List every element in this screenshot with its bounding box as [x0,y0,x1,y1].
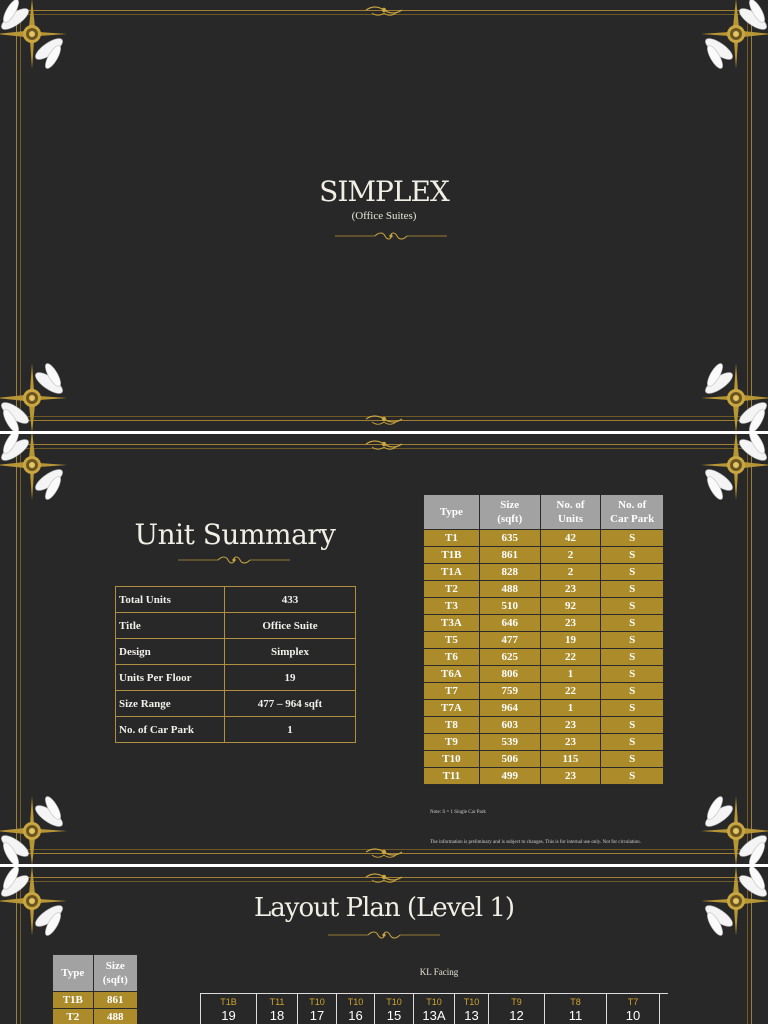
unit-cell [297,994,336,1024]
divider-ornament-icon [328,930,440,940]
unit-type-label: T10 [426,997,442,1007]
table-cell: T6 [424,649,480,666]
table-cell: 115 [540,751,601,768]
table-header-cell: Size (sqft) [93,955,137,992]
table-row [424,666,664,683]
unit-type-label: T11 [269,997,285,1007]
table-cell: 510 [479,598,540,615]
corner-ornament-icon [699,434,768,502]
slide-title: Unit Summary [134,518,336,551]
bottom-flourish-icon [364,847,404,859]
table-cell: 2 [540,564,601,581]
unit-cell [336,994,374,1024]
table-cell: S [601,700,664,717]
unit-number: 18 [269,1008,285,1023]
layout-type-table [52,954,138,1024]
table-cell: 806 [479,666,540,683]
car-park-note: Note: S = 1 Single Car Park [430,810,486,815]
unit-summary-slide [0,434,768,864]
table-header-cell: No. of Units [540,495,601,530]
unit-number: 16 [348,1008,363,1023]
table-cell: T6A [424,666,480,683]
table-cell: 539 [479,734,540,751]
table-cell: 2 [540,547,601,564]
divider-ornament-icon [178,555,290,565]
summary-label: Title [116,613,225,639]
unit-cell [256,994,297,1024]
summary-value: 477 – 964 sqft [225,691,356,717]
table-cell: 22 [540,683,601,700]
unit-type-label: T10 [347,997,364,1007]
top-flourish-icon [364,5,404,17]
table-cell: T3 [424,598,480,615]
table-cell: 861 [93,992,137,1009]
table-header-cell: Size (sqft) [479,495,540,530]
table-cell: T8 [424,717,480,734]
table-cell: 92 [540,598,601,615]
summary-row [116,717,356,743]
corner-ornament-icon [0,361,69,431]
table-cell: 828 [479,564,540,581]
summary-table [115,586,356,743]
table-cell: 23 [540,734,601,751]
unit-cell [413,994,454,1024]
table-cell: S [601,632,664,649]
unit-type-label: T7 [627,997,639,1007]
summary-label: Units Per Floor [116,665,225,691]
layout-plan-slide [0,867,768,1024]
summary-value: 19 [225,665,356,691]
unit-type-label: T9 [511,997,522,1007]
table-row [424,564,664,581]
table-cell: S [601,751,664,768]
table-cell: 759 [479,683,540,700]
table-row [424,581,664,598]
divider-ornament-icon [335,231,447,241]
top-flourish-icon [364,439,404,451]
unit-cell [454,994,488,1024]
corner-ornament-icon [0,0,69,71]
disclaimer-text: The information is preliminary and is subject to changes. This is for internal use only. Not for circulation. [430,840,641,845]
unit-cell [200,994,256,1024]
table-cell: T2 [424,581,480,598]
table-cell: T7 [424,683,480,700]
table-cell: S [601,734,664,751]
unit-type-label: T8 [570,997,581,1007]
corner-ornament-icon [0,794,69,864]
unit-number: 13A [422,1008,446,1023]
summary-label: Design [116,639,225,665]
unit-number: 17 [309,1008,325,1023]
table-cell: T3A [424,615,480,632]
table-cell: 23 [540,768,601,785]
summary-value: Simplex [225,639,356,665]
table-cell: T1A [424,564,480,581]
corner-ornament-icon [699,0,768,71]
table-cell: S [601,564,664,581]
summary-row [116,587,356,613]
table-cell: 19 [540,632,601,649]
table-row [424,700,664,717]
table-cell: T10 [424,751,480,768]
table-row [424,547,664,564]
slide-subtitle: (Office Suites) [351,210,417,222]
table-cell: 488 [479,581,540,598]
unit-type-table [423,494,664,785]
table-cell: S [601,598,664,615]
corner-ornament-icon [699,794,768,864]
table-row [53,1009,138,1024]
table-row [424,717,664,734]
summary-value: 433 [225,587,356,613]
table-cell: T1B [53,992,94,1009]
table-cell: 23 [540,717,601,734]
table-cell: S [601,649,664,666]
unit-number: 15 [386,1008,402,1023]
table-row [424,615,664,632]
table-row [424,632,664,649]
table-cell: S [601,717,664,734]
table-header-cell: Type [53,955,94,992]
table-cell: 477 [479,632,540,649]
summary-row [116,613,356,639]
table-row [424,530,664,547]
table-cell: S [601,768,664,785]
table-cell: T2 [53,1009,94,1024]
table-cell: S [601,581,664,598]
unit-type-label: T1B [220,997,237,1007]
table-cell: 1 [540,700,601,717]
table-row [424,768,664,785]
summary-label: Size Range [116,691,225,717]
unit-number: 19 [221,1008,236,1023]
table-cell: 42 [540,530,601,547]
unit-type-label: T10 [463,997,480,1007]
unit-number: 10 [625,1008,641,1023]
slide-title: Layout Plan (Level 1) [253,893,515,923]
unit-number: 13 [464,1008,479,1023]
table-cell: S [601,530,664,547]
corner-ornament-icon [0,434,69,502]
table-cell: S [601,683,664,700]
table-row [424,649,664,666]
table-cell: S [601,547,664,564]
summary-row [116,639,356,665]
table-cell: T1 [424,530,480,547]
table-cell: 488 [93,1009,137,1024]
table-row [424,598,664,615]
table-header-cell: No. of Car Park [601,495,664,530]
table-cell: T1B [424,547,480,564]
table-cell: S [601,666,664,683]
table-cell: T7A [424,700,480,717]
top-flourish-icon [364,872,404,884]
table-cell: T5 [424,632,480,649]
table-cell: 23 [540,581,601,598]
table-cell: 603 [479,717,540,734]
table-cell: 1 [540,666,601,683]
table-cell: 646 [479,615,540,632]
table-cell: 861 [479,547,540,564]
table-row [424,683,664,700]
table-cell: 964 [479,700,540,717]
table-cell: 23 [540,615,601,632]
unit-type-label: T10 [309,997,325,1007]
unit-number: 11 [568,1008,583,1023]
summary-row [116,691,356,717]
unit-cell [488,994,544,1024]
unit-number: 12 [509,1008,524,1023]
summary-label: No. of Car Park [116,717,225,743]
table-row [424,751,664,768]
corner-ornament-icon [699,361,768,431]
unit-cell [374,994,413,1024]
bottom-flourish-icon [364,414,404,426]
summary-value: 1 [225,717,356,743]
floor-plan-strip [200,993,668,1024]
table-header-cell: Type [424,495,480,530]
table-cell: 506 [479,751,540,768]
table-row [424,734,664,751]
slide-title: SIMPLEX [319,175,449,208]
table-cell: 22 [540,649,601,666]
unit-type-label: T10 [386,997,402,1007]
summary-row [116,665,356,691]
table-row [53,992,138,1009]
table-cell: T9 [424,734,480,751]
table-cell: 635 [479,530,540,547]
summary-label: Total Units [116,587,225,613]
title-slide [0,0,768,431]
unit-cell [606,994,660,1024]
facing-label: KL Facing [419,967,459,977]
unit-cell [544,994,606,1024]
table-cell: 625 [479,649,540,666]
table-cell: S [601,615,664,632]
table-cell: T11 [424,768,480,785]
summary-value: Office Suite [225,613,356,639]
table-cell: 499 [479,768,540,785]
